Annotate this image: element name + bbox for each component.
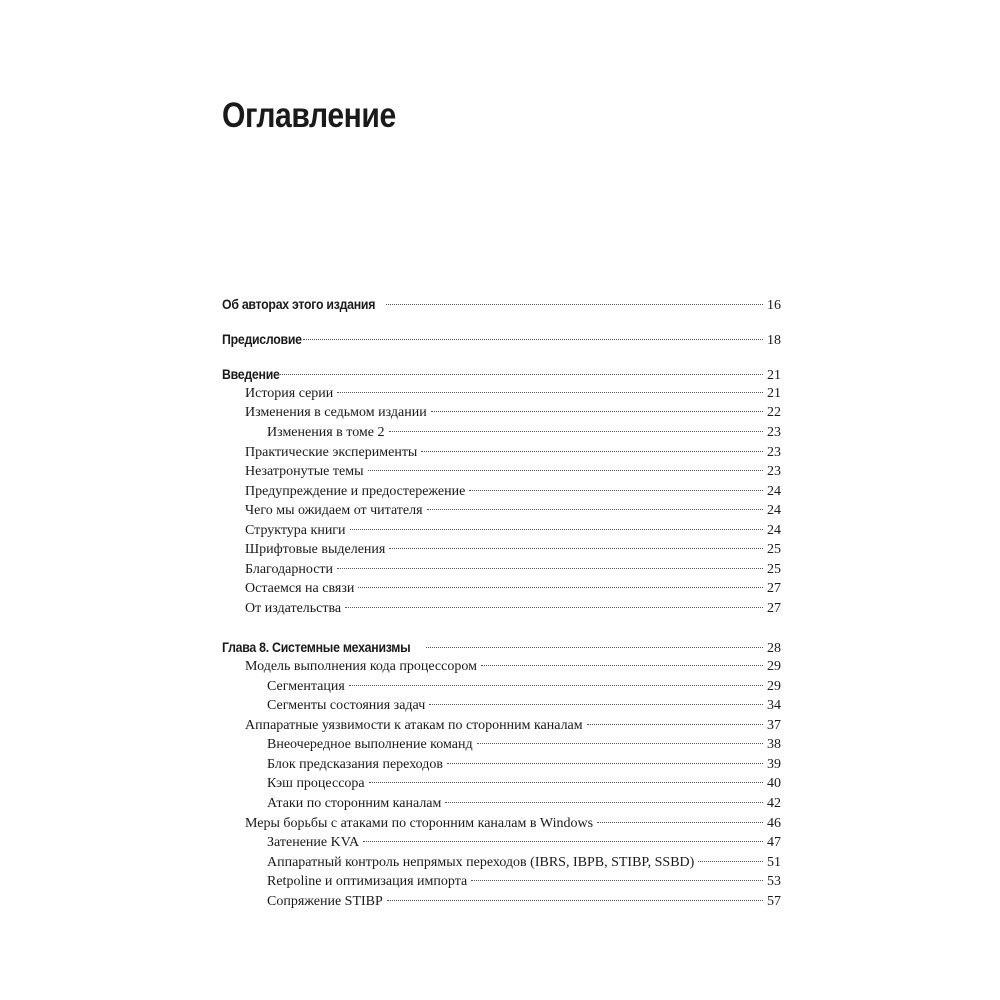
dot-leader [447, 763, 763, 764]
toc-entry [245, 601, 781, 621]
toc-entry [245, 542, 781, 562]
toc-page-number: 57 [767, 894, 781, 909]
dot-leader [358, 587, 763, 588]
toc-entry [245, 405, 781, 425]
toc-entry-label: Меры борьбы с атаками по сторонним каналам в Windows [245, 816, 594, 831]
toc-entry-label: Сегментация [267, 679, 345, 694]
dot-leader [389, 431, 764, 432]
dot-leader [426, 647, 763, 648]
toc-entry-label: Об авторах этого издания [222, 296, 376, 312]
toc-entry-label: Retpoline и оптимизация импорта [267, 874, 468, 889]
toc-page-number: 29 [767, 679, 781, 694]
toc-page-number: 29 [767, 659, 781, 674]
toc-entry [245, 523, 781, 543]
toc-entry-label: История серии [245, 386, 334, 401]
toc-entry-label: Модель выполнения кода процессором [245, 659, 477, 674]
toc-entry-label: Атаки по сторонним каналам [267, 796, 442, 811]
toc-entry [245, 445, 781, 465]
dot-leader [698, 861, 763, 862]
dot-leader [429, 704, 763, 705]
toc-entry-label: Аппаратные уязвимости к атакам по сторонним каналам [245, 718, 583, 733]
toc-page-number: 53 [767, 874, 781, 889]
toc-entry-label: Блок предсказания переходов [267, 757, 444, 772]
toc-section-entry [222, 296, 781, 316]
toc-entry [267, 757, 781, 777]
toc-page-number: 22 [767, 405, 781, 420]
toc-page-number: 23 [767, 445, 781, 460]
toc-page-number: 42 [767, 796, 781, 811]
toc-section-entry [222, 331, 781, 351]
toc-entry-label: Практические эксперименты [245, 445, 418, 460]
toc-entry-label: Кэш процессора [267, 776, 365, 791]
toc-entry-label: Введение [222, 366, 280, 382]
dot-leader [389, 548, 763, 549]
page-title: Оглавление [222, 96, 396, 135]
toc-entry [245, 484, 781, 504]
toc-entry [245, 464, 781, 484]
toc-entry [245, 581, 781, 601]
toc-page-number: 21 [767, 368, 781, 383]
toc-entry [267, 425, 781, 445]
dot-leader [469, 490, 763, 491]
toc-entry-label: Чего мы ожидаем от читателя [245, 503, 423, 518]
dot-leader [363, 841, 763, 842]
toc-page-number: 38 [767, 737, 781, 752]
toc-page-number: 18 [767, 333, 781, 348]
toc-entry-label: Сегменты состояния задач [267, 698, 426, 713]
dot-leader [303, 339, 763, 340]
dot-leader [421, 451, 763, 452]
toc-entry-label: Изменения в седьмом издании [245, 405, 427, 420]
dot-leader [431, 411, 763, 412]
dot-leader [471, 880, 763, 881]
toc-page-number: 37 [767, 718, 781, 733]
toc-page-number: 39 [767, 757, 781, 772]
dot-leader [277, 374, 763, 375]
toc-page-number: 25 [767, 562, 781, 577]
dot-leader [386, 304, 763, 305]
dot-leader [587, 724, 763, 725]
toc-entry-label: Предисловие [222, 331, 302, 347]
toc-entry [245, 718, 781, 738]
toc-entry [267, 737, 781, 757]
toc-page-number: 34 [767, 698, 781, 713]
toc-entry-label: Глава 8. Системные механизмы [222, 639, 411, 655]
dot-leader [368, 470, 764, 471]
toc-entry-label: Аппаратный контроль непрямых переходов (IBRS, IBPB, STIBP, SSBD) [267, 855, 695, 870]
dot-leader [337, 568, 763, 569]
toc-page-number: 25 [767, 542, 781, 557]
toc-entry [267, 698, 781, 718]
toc-entry [267, 894, 781, 914]
table-of-contents [222, 0, 781, 1000]
toc-page-number: 24 [767, 523, 781, 538]
toc-entry-label: Остаемся на связи [245, 581, 355, 596]
dot-leader [477, 743, 763, 744]
toc-page-number: 24 [767, 484, 781, 499]
toc-page-number: 51 [767, 855, 781, 870]
toc-page-number: 46 [767, 816, 781, 831]
toc-entry [245, 386, 781, 406]
dot-leader [387, 900, 763, 901]
toc-entry [267, 796, 781, 816]
dot-leader [337, 392, 763, 393]
toc-page-number: 21 [767, 386, 781, 401]
toc-page-number: 47 [767, 835, 781, 850]
toc-entry-label: Сопряжение STIBP [267, 894, 383, 909]
toc-page-number: 23 [767, 425, 781, 440]
toc-entry [245, 503, 781, 523]
toc-page-number: 27 [767, 601, 781, 616]
toc-page-number: 28 [767, 641, 781, 656]
toc-entry-label: Благодарности [245, 562, 334, 577]
toc-page-number: 23 [767, 464, 781, 479]
toc-entry-label: Изменения в томе 2 [267, 425, 385, 440]
dot-leader [369, 782, 763, 783]
toc-entry-label: Внеочередное выполнение команд [267, 737, 473, 752]
dot-leader [597, 822, 763, 823]
toc-entry-label: Незатронутые темы [245, 464, 364, 479]
toc-page-number: 24 [767, 503, 781, 518]
dot-leader [350, 529, 763, 530]
toc-page-number: 40 [767, 776, 781, 791]
toc-entry [267, 835, 781, 855]
dot-leader [349, 685, 763, 686]
toc-entry [267, 855, 781, 875]
toc-entry-label: От издательства [245, 601, 342, 616]
toc-entry [245, 659, 781, 679]
toc-entry-label: Затенение KVA [267, 835, 360, 850]
toc-entry [245, 816, 781, 836]
toc-entry [267, 874, 781, 894]
dot-leader [445, 802, 763, 803]
toc-page-number: 27 [767, 581, 781, 596]
toc-entry-label: Шрифтовые выделения [245, 542, 386, 557]
toc-entry [267, 776, 781, 796]
toc-entry-label: Структура книги [245, 523, 346, 538]
toc-section-entry [222, 639, 781, 659]
toc-entry [245, 562, 781, 582]
toc-entry-label: Предупреждение и предостережение [245, 484, 466, 499]
toc-entry [267, 679, 781, 699]
dot-leader [427, 509, 763, 510]
toc-page-number: 16 [767, 298, 781, 313]
dot-leader [345, 607, 763, 608]
dot-leader [481, 665, 763, 666]
toc-section-entry [222, 366, 781, 386]
